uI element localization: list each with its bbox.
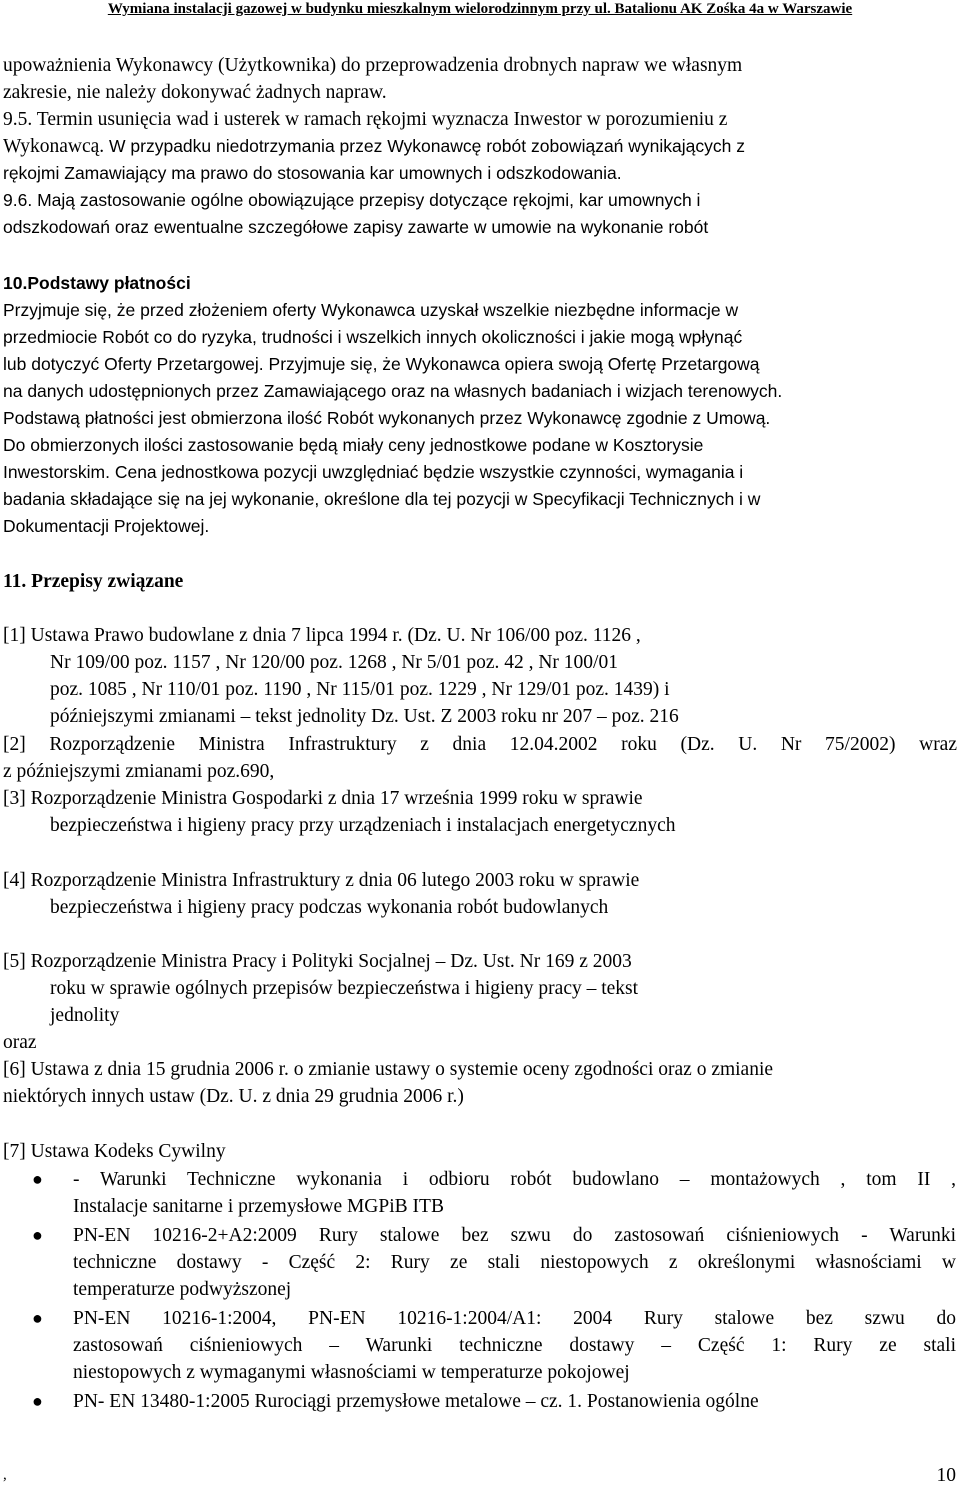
page-header: Wymiana instalacji gazowej w budynku mieszkalnym wielorodzinnym przy ul. Batalionu AK Zośka 4a w Warszawie xyxy=(107,1,853,17)
text-line: odszkodowań oraz ewentualne szczegółowe zapisy zawarte w umowie na wykonanie robót xyxy=(3,217,709,237)
reference-line: [3] Rozporządzenie Ministra Gospodarki z dnia 17 września 1999 roku w sprawie xyxy=(3,788,643,809)
bullet-text: - Warunki Techniczne wykonania i odbioru robót budowlano – montażowych , tom II , xyxy=(73,1169,956,1190)
reference-line: oraz xyxy=(3,1032,37,1053)
reference-line: bezpieczeństwa i higieny pracy przy urządzeniach i instalacjach energetycznych xyxy=(50,815,676,836)
text-line xyxy=(3,133,745,160)
text-line: na danych udostępnionych przez Zamawiającego oraz na własnych badaniach i wizjach terenowych. xyxy=(3,381,783,401)
text-line: Do obmierzonych ilości zastosowanie będą miały ceny jednostkowe podane w Kosztorysie xyxy=(3,435,704,455)
bullet-icon: ● xyxy=(32,1225,43,1245)
reference-line: Nr 109/00 poz. 1157 , Nr 120/00 poz. 1268 , Nr 5/01 poz. 42 , Nr 100/01 xyxy=(50,652,618,673)
text-line: lub dotyczyć Oferty Przetargowej. Przyjmuje się, że Wykonawca opiera swoją Ofertę Przetargową xyxy=(3,354,760,374)
reference-line: niektórych innych ustaw (Dz. U. z dnia 29 grudnia 2006 r.) xyxy=(3,1086,464,1107)
bullet-text: PN- EN 13480-1:2005 Rurociągi przemysłowe metalowe – cz. 1. Postanowienia ogólne xyxy=(73,1391,759,1412)
reference-line: [6] Ustawa z dnia 15 grudnia 2006 r. o zmianie ustawy o systemie oceny zgodności oraz o zmianie xyxy=(3,1059,774,1080)
text-line: rękojmi Zamawiający ma prawo do stosowania kar umownych i odszkodowania. xyxy=(3,163,622,183)
bullet-text: Instalacje sanitarne i przemysłowe MGPiB ITB xyxy=(73,1196,444,1217)
text-line: Dokumentacji Projektowej. xyxy=(3,516,210,536)
section-heading: 10.Podstawy płatności xyxy=(3,273,191,293)
reference-line: [1] Ustawa Prawo budowlane z dnia 7 lipca 1994 r. (Dz. U. Nr 106/00 poz. 1126 , xyxy=(3,625,641,646)
page-number: 10 xyxy=(936,1465,956,1486)
reference-line: późniejszymi zmianami – tekst jednolity Dz. Ust. Z 2003 roku nr 207 – poz. 216 xyxy=(50,706,679,727)
reference-line: [7] Ustawa Kodeks Cywilny xyxy=(3,1141,226,1162)
text-line: badania składające się na jej wykonanie, określone dla tej pozycji w Specyfikacji Technicznych i w xyxy=(3,489,761,509)
bullet-icon: ● xyxy=(32,1308,43,1328)
reference-line: poz. 1085 , Nr 110/01 poz. 1190 , Nr 115/01 poz. 1229 , Nr 129/01 poz. 1439) i xyxy=(50,679,670,700)
text-line xyxy=(3,187,700,214)
reference-line: roku w sprawie ogólnych przepisów bezpieczeństwa i higieny pracy – tekst xyxy=(50,978,639,999)
bullet-text: PN-EN 10216-2+A2:2009 Rury stalowe bez szwu do zastosowań ciśnieniowych - Warunki xyxy=(73,1225,956,1246)
reference-line: bezpieczeństwa i higieny pracy podczas wykonania robót budowlanych xyxy=(50,897,609,918)
reference-line: [2] Rozporządzenie Ministra Infrastruktury z dnia 12.04.2002 roku (Dz. U. Nr 75/2002) wraz xyxy=(3,734,957,755)
text-line: Podstawą płatności jest obmierzona ilość Robót wykonanych przez Wykonawcę zgodnie z Umową. xyxy=(3,408,771,428)
bullet-text: zastosowań ciśnieniowych – Warunki techniczne dostawy – Część 1: Rury ze stali xyxy=(73,1335,956,1356)
text-line: Przyjmuje się, że przed złożeniem oferty Wykonawca uzyskał wszelkie niezbędne informacje w xyxy=(3,300,739,320)
text-span: W przypadku niedotrzymania przez Wykonawcę robót zobowiązań wynikających z xyxy=(104,136,745,156)
bullet-text: PN-EN 10216-1:2004, PN-EN 10216-1:2004/A1: 2004 Rury stalowe bez szwu do xyxy=(73,1308,956,1329)
text-line: 9.5. Termin usunięcia wad i usterek w ramach rękojmi wyznacza Inwestor w porozumieniu z xyxy=(3,109,728,130)
text-span: Mają zastosowanie ogólne obowiązujące przepisy dotyczące rękojmi, kar umownych i xyxy=(32,190,701,210)
bullet-icon: ● xyxy=(32,1391,43,1411)
reference-line: [5] Rozporządzenie Ministra Pracy i Polityki Socjalnej – Dz. Ust. Nr 169 z 2003 xyxy=(3,951,632,972)
reference-line: [4] Rozporządzenie Ministra Infrastruktury z dnia 06 lutego 2003 roku w sprawie xyxy=(3,870,640,891)
reference-line: jednolity xyxy=(50,1005,120,1026)
text-line: Inwestorskim. Cena jednostkowa pozycji uwzględniać będzie wszystkie czynności, wymagania i xyxy=(3,462,744,482)
footer-mark: , xyxy=(3,1467,7,1483)
reference-line: z późniejszymi zmianami poz.690, xyxy=(3,761,275,782)
section-heading: 11. Przepisy związane xyxy=(3,571,184,592)
text-line: upoważnienia Wykonawcy (Użytkownika) do przeprowadzenia drobnych napraw we własnym xyxy=(3,55,743,76)
bullet-text: niestopowych z wymaganymi własnościami w temperaturze pokojowej xyxy=(73,1362,630,1383)
bullet-text: techniczne dostawy - Część 2: Rury ze stali niestopowych z określonymi własnościami w xyxy=(73,1252,956,1273)
bullet-icon: ● xyxy=(32,1169,43,1189)
text-line: zakresie, nie należy dokonywać żadnych napraw. xyxy=(3,82,387,103)
text-span: 9.6. xyxy=(3,190,33,210)
bullet-text: temperaturze podwyższonej xyxy=(73,1279,292,1300)
text-line: przedmiocie Robót co do ryzyka, trudności i wszelkich innych okoliczności i jakie mogą wpłynąć xyxy=(3,327,743,347)
text-span: Wykonawcą. xyxy=(3,136,105,157)
